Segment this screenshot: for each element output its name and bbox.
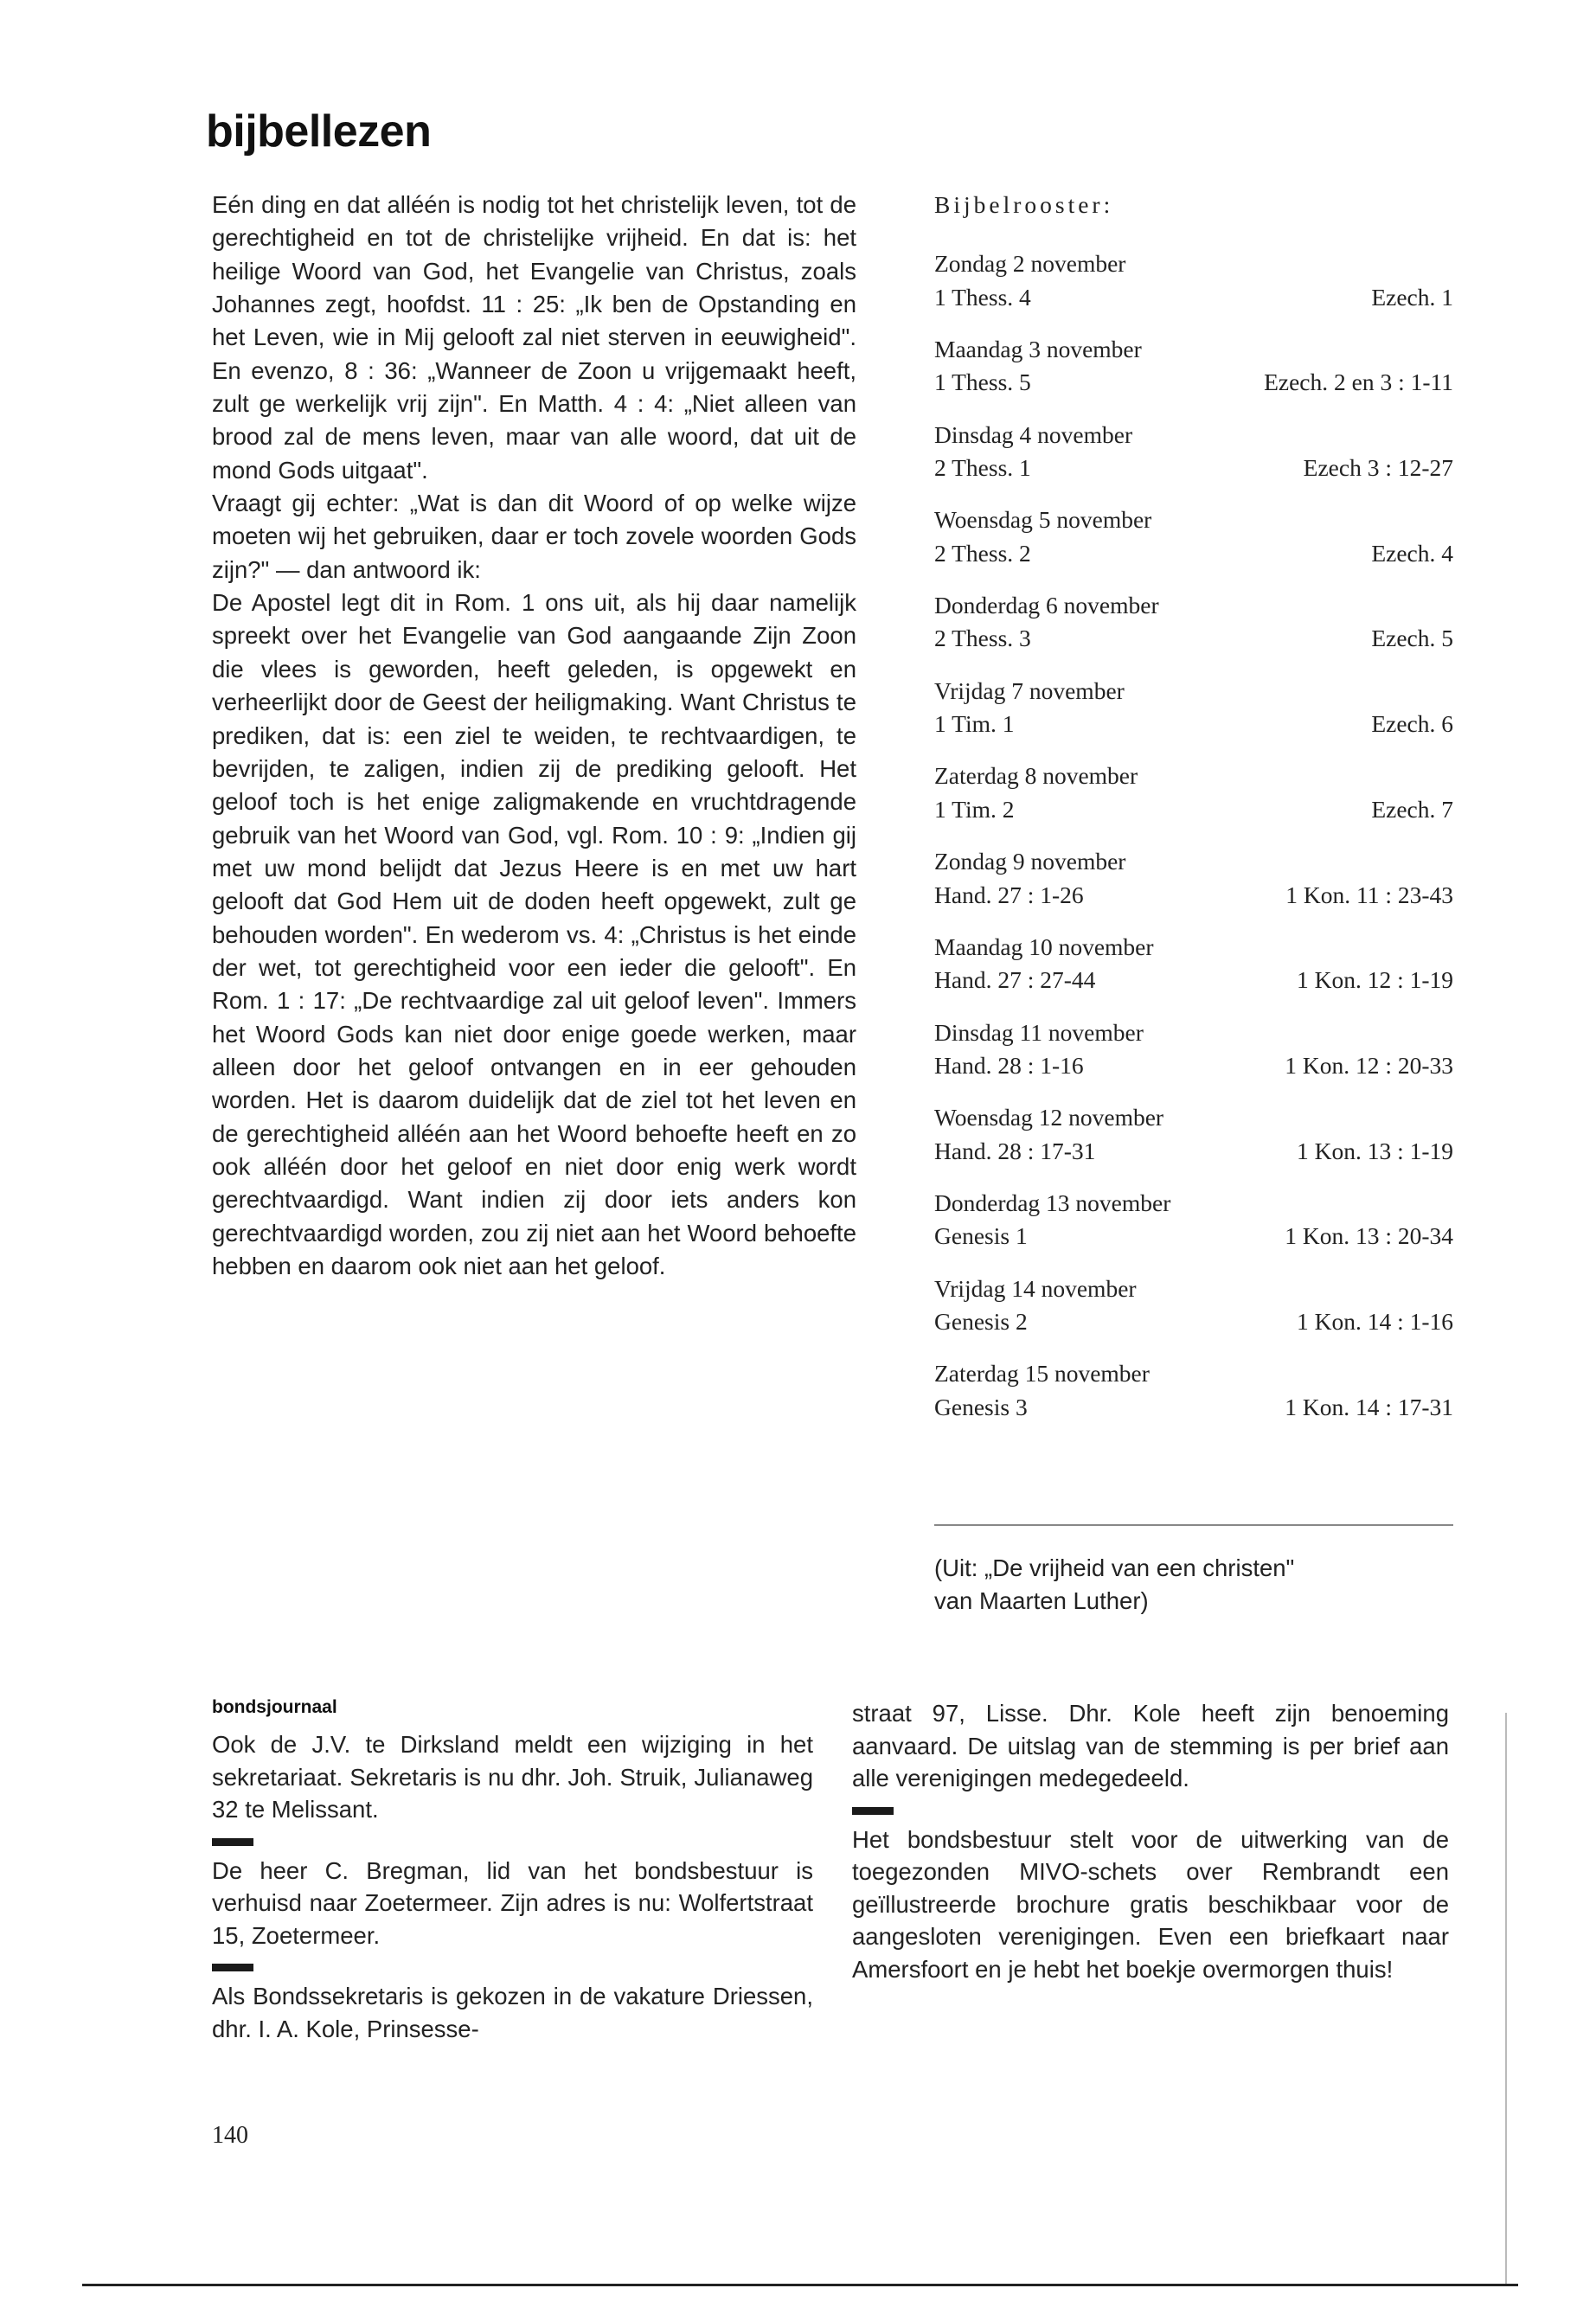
schedule-day-label: Woensdag 12 november xyxy=(934,1104,1164,1131)
reading-second: 1 Kon. 13 : 1-19 xyxy=(1296,1137,1453,1164)
reading-first: 1 Tim. 1 xyxy=(934,710,1015,738)
schedule-title: Bijbelrooster: xyxy=(934,191,1114,218)
journal-paragraph: Als Bondssekretaris is gekozen in de vakature Driessen, dhr. I. A. Kole, Prinsesse- xyxy=(212,1983,813,2042)
schedule-day-label: Maandag 10 november xyxy=(934,933,1154,960)
schedule-day-label: Maandag 3 november xyxy=(934,336,1142,363)
essay-paragraph: Vraagt gij echter: „Wat is dan dit Woord of op welke wijze moeten wij het gebruiken, daar er toch zovele woorden Gods zijn?" — dan antwoord ik: xyxy=(212,490,856,583)
page-title: bijbellezen xyxy=(206,106,432,157)
journal-label: bondsjournaal xyxy=(212,1697,337,1717)
journal-left-column xyxy=(212,1728,813,2045)
schedule-day xyxy=(934,1187,1453,1253)
source-line: (Uit: „De vrijheid van een christen" xyxy=(934,1554,1295,1581)
schedule-day xyxy=(934,503,1453,570)
schedule-day xyxy=(934,1101,1453,1168)
reading-second: 1 Kon. 14 : 17-31 xyxy=(1285,1393,1453,1420)
schedule-day-label: Dinsdag 4 november xyxy=(934,420,1133,448)
source-line: van Maarten Luther) xyxy=(934,1587,1149,1614)
source-note xyxy=(934,1552,1471,1618)
schedule-readings xyxy=(934,1135,1453,1168)
schedule-day xyxy=(934,1016,1453,1083)
schedule-day xyxy=(934,589,1453,656)
reading-second: Ezech 3 : 12-27 xyxy=(1303,454,1453,482)
schedule-readings xyxy=(934,366,1453,399)
schedule-day-label: Donderdag 13 november xyxy=(934,1189,1171,1216)
reading-first: Hand. 27 : 1-26 xyxy=(934,881,1084,908)
reading-first: Hand. 28 : 1-16 xyxy=(934,1051,1084,1079)
schedule-readings xyxy=(934,281,1453,314)
schedule-day-label: Zaterdag 15 november xyxy=(934,1360,1150,1388)
schedule-readings xyxy=(934,1049,1453,1082)
schedule-readings xyxy=(934,537,1453,570)
reading-first: 2 Thess. 2 xyxy=(934,539,1031,567)
schedule-day xyxy=(934,845,1453,912)
separator-mark xyxy=(212,1964,253,1971)
schedule-readings xyxy=(934,964,1453,997)
schedule-day-label: Donderdag 6 november xyxy=(934,592,1159,619)
reading-second: Ezech. 5 xyxy=(1371,625,1453,652)
reading-first: Genesis 1 xyxy=(934,1222,1028,1250)
schedule-day xyxy=(934,760,1453,826)
essay-paragraph: De Apostel legt dit in Rom. 1 ons uit, als hij daar namelijk spreekt over het Evangelie van God aangaande Zijn Zoon die vlees is geworden, heeft geleden, is opgewekt en verheerlijkt door de Geest der heiligmaking. Want Christus te prediken, dat is: een ziel te weiden, te rechtvaardigen, te bevrijden, te zaligen, indien zij de prediking gelooft. Het geloof toch is het enige zaligmakende en vruchtdragende gebruik van het Woord van God, vgl. Rom. 10 : 9: „Indien gij met uw mond belijdt dat Jezus Heere is en met uw hart gelooft dat God Hem uit de doden heeft opgewekt, zult ge behouden worden". En wederom vs. 4: „Christus is het einde der wet, tot gerechtigheid voor een ieder die gelooft". En Rom. 1 : 17: „De rechtvaardige zal uit geloof leven". Immers het Woord Gods kan niet door enige goede werken, maar alleen door het geloof ontvangen en in eer gehouden worden. Het is daarom duidelijk dat de ziel tot het leven en de gerechtigheid alléén aan het Woord behoefte heeft en zo ook alléén door het geloof en niet door enig werk wordt gerechtvaardigd. Want indien zij door iets anders kon gerechtvaardigd worden, zou zij niet aan het Woord behoefte hebben en daarom ook niet aan het geloof. xyxy=(212,589,856,1279)
journal-paragraph: straat 97, Lisse. Dhr. Kole heeft zijn benoeming aanvaard. De uitslag van de stemming is per brief aan alle verenigingen medegedeeld. xyxy=(852,1700,1449,1791)
page-number: 140 xyxy=(212,2122,248,2149)
schedule-day-label: Vrijdag 14 november xyxy=(934,1274,1137,1302)
schedule-day xyxy=(934,1357,1453,1424)
schedule-readings xyxy=(934,1391,1453,1424)
page-edge-line xyxy=(1505,1713,1507,2284)
page-bottom-rule xyxy=(82,2284,1518,2286)
schedule-day-label: Zaterdag 8 november xyxy=(934,762,1138,790)
separator-mark xyxy=(212,1838,253,1846)
schedule-readings xyxy=(934,452,1453,484)
journal-paragraph: De heer C. Bregman, lid van het bondsbestuur is verhuisd naar Zoetermeer. Zijn adres is nu: Wolfertstraat 15, Zoetermeer. xyxy=(212,1856,813,1949)
reading-second: 1 Kon. 11 : 23-43 xyxy=(1285,881,1453,908)
separator-mark xyxy=(852,1807,894,1815)
reading-second: Ezech. 1 xyxy=(1371,283,1453,311)
reading-second: Ezech. 4 xyxy=(1371,539,1453,567)
journal-paragraph: Het bondsbestuur stelt voor de uitwerking van de toegezonden MIVO-schets over Rembrandt een geïllustreerde brochure gratis beschikbaar voor de aangesloten verenigingen. Even een briefkaart naar Amersfoort en je hebt het boekje overmorgen thuis! xyxy=(852,1825,1449,1983)
reading-first: 2 Thess. 1 xyxy=(934,454,1031,482)
divider xyxy=(934,1524,1453,1526)
reading-second: 1 Kon. 13 : 20-34 xyxy=(1285,1222,1453,1250)
essay-paragraph: Eén ding en dat alléén is nodig tot het christelijk leven, tot de gerechtigheid en tot de christelijke vrijheid. En dat is: het heilige Woord van God, het Evangelie van Christus, zoals Johannes zegt, hoofdst. 11 : 25: „Ik ben de Opstanding en het Leven, wie in Mij gelooft zal niet sterven in eeuwigheid". En evenzo, 8 : 36: „Wanneer de Zoon u vrijgemaakt heeft, zult ge werkelijk vrij zijn". En Matth. 4 : 4: „Niet alleen van brood zal de mens leven, maar van alle woord, dat uit de mond Gods uitgaat". xyxy=(212,191,856,484)
schedule-day xyxy=(934,931,1453,997)
schedule-day xyxy=(934,333,1453,400)
reading-second: 1 Kon. 14 : 1-16 xyxy=(1296,1307,1453,1335)
schedule-day-label: Vrijdag 7 november xyxy=(934,676,1125,704)
reading-first: Hand. 28 : 17-31 xyxy=(934,1137,1096,1164)
journal-paragraph: Ook de J.V. te Dirksland meldt een wijziging in het sekretariaat. Sekretaris is nu dhr. Joh. Struik, Julianaweg 32 te Melissant. xyxy=(212,1731,813,1823)
reading-first: 1 Tim. 2 xyxy=(934,795,1015,823)
reading-first: 1 Thess. 5 xyxy=(934,369,1031,396)
schedule-day-label: Dinsdag 11 november xyxy=(934,1018,1144,1046)
schedule-readings xyxy=(934,793,1453,826)
schedule-day xyxy=(934,675,1453,741)
reading-first: 2 Thess. 3 xyxy=(934,625,1031,652)
reading-first: Genesis 2 xyxy=(934,1307,1028,1335)
bible-schedule xyxy=(934,189,1453,1443)
reading-second: Ezech. 2 en 3 : 1-11 xyxy=(1264,369,1453,396)
reading-second: 1 Kon. 12 : 1-19 xyxy=(1296,966,1453,994)
reading-second: 1 Kon. 12 : 20-33 xyxy=(1285,1051,1453,1079)
essay-column xyxy=(212,189,856,1283)
reading-first: 1 Thess. 4 xyxy=(934,283,1031,311)
schedule-readings xyxy=(934,879,1453,912)
schedule-day xyxy=(934,419,1453,485)
schedule-readings xyxy=(934,1305,1453,1338)
reading-second: Ezech. 7 xyxy=(1371,795,1453,823)
schedule-day-label: Zondag 9 november xyxy=(934,848,1126,875)
reading-second: Ezech. 6 xyxy=(1371,710,1453,738)
schedule-day xyxy=(934,247,1453,314)
schedule-readings xyxy=(934,708,1453,740)
schedule-days xyxy=(934,247,1453,1424)
reading-first: Hand. 27 : 27-44 xyxy=(934,966,1096,994)
schedule-day-label: Zondag 2 november xyxy=(934,250,1126,278)
journal-right-column xyxy=(852,1697,1449,1985)
schedule-day-label: Woensdag 5 november xyxy=(934,506,1152,534)
schedule-readings xyxy=(934,1220,1453,1253)
reading-first: Genesis 3 xyxy=(934,1393,1028,1420)
schedule-readings xyxy=(934,622,1453,655)
schedule-day xyxy=(934,1272,1453,1339)
